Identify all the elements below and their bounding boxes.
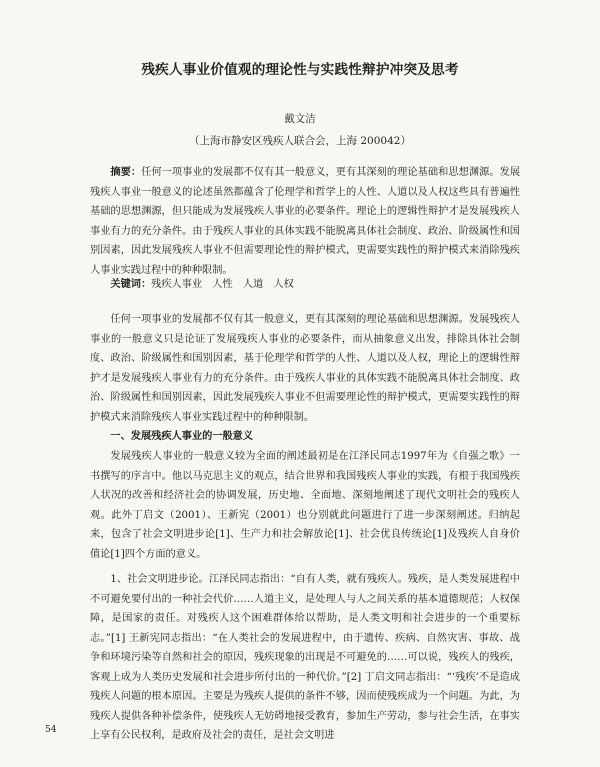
author-affiliation: （上海市静安区残疾人联合会，上海 200042） bbox=[189, 135, 411, 147]
keywords bbox=[90, 275, 520, 295]
keywords-label: 关键词： bbox=[110, 278, 152, 290]
author-name: 戴文洁 bbox=[284, 113, 316, 125]
abstract bbox=[90, 163, 520, 280]
abstract-label: 摘要： bbox=[110, 166, 142, 178]
abstract-text: 任何一项事业的发展都不仅有其一般意义，更有其深刻的理论基础和思想渊源。发展残疾人事业一般意义的论述虽然都蕴含了伦理学和哲学上的人性、人道以及人权这些具有普遍性基础的思想渊源，但只能成为发展残疾人事业的必要条件。理论上的逻辑性辩护才是发展残疾人事业有力的充分条件。由于残疾人事业的具体实践不能脱离具体社会制度、政治、阶级属性和国别因素，因此发展残疾人事业不但需要理论性的辩护模式，更需要实践性的辩护模式来消除残疾人事业实践过程中的种种限制。 bbox=[90, 167, 521, 276]
section-1-heading: 一、发展残疾人事业的一般意义 bbox=[110, 430, 254, 442]
intro-paragraph: 任何一项事业的发展都不仅有其一般意义，更有其深刻的理论基础和思想渊源。发展残疾人事业的一般意义只是论证了发展残疾人事业的必要条件，而从抽象意义出发，排除具体社会制度、政治、阶级属性和国别因素，基于伦理学和哲学的人性、人道以及人权，理论上的逻辑性辩护才是发展残疾人事业有力的充分条件。由于残疾人事业的具体实践不能脱离具体社会制度、政治、阶级属性和国别因素，因此发展残疾人事业不但需要理论性的辩护模式，更需要实践性的辩护模式来消除残疾人事业实践过程中的种种限制。 bbox=[90, 314, 520, 423]
keywords-text: 残疾人事业 人性 人道 人权 bbox=[151, 279, 294, 290]
point-1-paragraph: 1、社会文明进步论。江泽民同志指出：“自有人类，就有残疾人。残疾，是人类发展进程中不可避免要付出的一种社会代价……人道主义，是处理人与人之间关系的基本道德规范；人权保障，是国家的责任。对残疾人这个困难群体给以帮助，是人类文明和社会进步的一个重要标志。”[1] 王新宪同志指出：“在人类社会的发展进程中，由于遗传、疾病、自然灾害、事故、战争和环境污染等自然和社会的原因，残疾现象的出现是不可避免的……可以说，残疾人的残疾，客观上成为人类历史发展和社会进步所付出的一种代价。”[2] 丁启文同志指出：“‘残疾’不是造成残疾人问题的根本原因。主要是为残疾人提供的条件不够，因而使残疾成为一个问题。为此，为残疾人提供各种补偿条件，使残疾人无妨碍地接受教育，参加生产劳动，参与社会生活，在事实上享有公民权利，是政府及社会的责任，是社会文明进 bbox=[90, 574, 520, 741]
article-title: 残疾人事业价值观的理论性与实践性辩护冲突及思考 bbox=[141, 62, 459, 78]
section-1-paragraph: 发展残疾人事业的一般意义较为全面的阐述最初是在江泽民同志1997年为《自强之歌》一书撰写的序言中。他以马克思主义的观点，结合世界和我国残疾人事业的实践，有根于我国残疾人状况的改善和经济社会的协调发展，历史地、全面地、深刻地阐述了现代文明社会的残疾人观。此外丁启文（2001）、王新宪（2001）也分别就此问题进行了进一步深刻阐述。归纳起来，包含了社会文明进步论[1]、生产力和社会解放论[1]、社会优良传统论[1]及残疾人自身价值论[1]四个方面的意义。 bbox=[90, 451, 520, 560]
page-number: 54 bbox=[45, 725, 57, 735]
